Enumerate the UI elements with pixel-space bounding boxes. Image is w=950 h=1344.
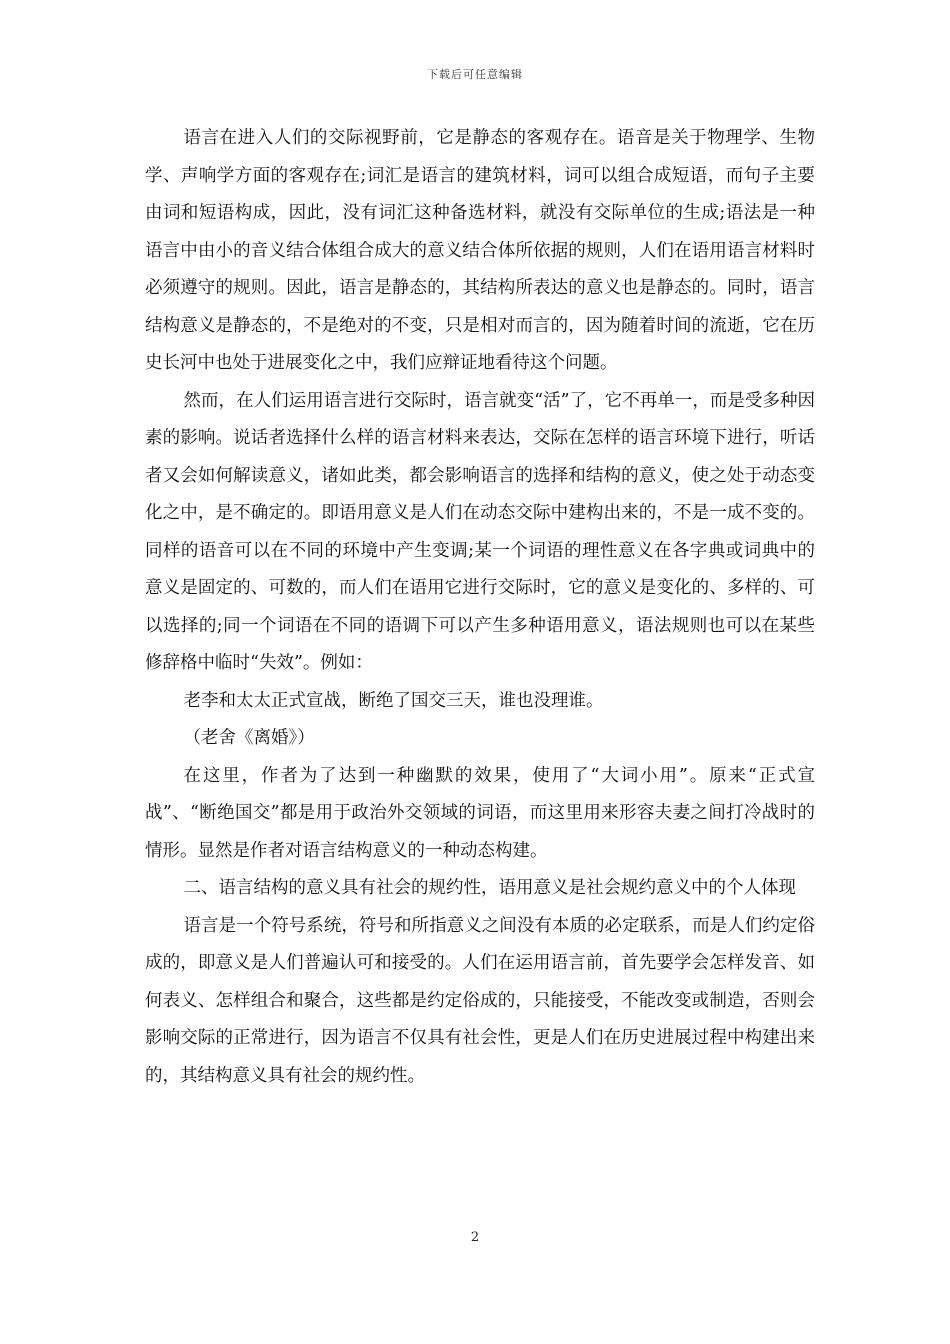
section-heading: 二、语言结构的意义具有社会的规约性，语用意义是社会规约意义中的个人体现 bbox=[183, 878, 796, 898]
paragraph-static-language: 语言在进入人们的交际视野前，它是静态的客观存在。语音是关于物理学、生物学、声响学方面的客观存在;词汇是语言的建筑材料，词可以组合成短语，而句子主要由词和短语构成，因此，没有词汇这种备选材料，就没有交际单位的生成;语法是一种语言中由小的音义结合体组合成大的意义结合体所依据的规则，人们在语用语言材料时必须遵守的规则。因此，语言是静态的，其结构所表达的意义也是静态的。同时，语言结构意义是静态的，不是绝对的不变，只是相对而言的，因为随着时间的流逝，它在历史长河中也处于进展变化之中，我们应辩证地看待这个问题。 bbox=[145, 128, 815, 373]
example-quote: 老李和太太正式宣战，断绝了国交三天，谁也没理谁。 bbox=[183, 690, 604, 711]
page-number: 2 bbox=[470, 1230, 480, 1245]
page-header: 下载后可任意编辑 bbox=[427, 68, 523, 81]
document-body bbox=[145, 120, 815, 1095]
paragraph-example-analysis: 在这里，作者为了达到一种幽默的效果，使用了“大词小用”。原来“正式宣战”、“断绝国交”都是用于政治外交领域的词语，而这里用来形容夫妻之间打冷战时的情形。显然是作者对语言结构意义的一种动态构建。 bbox=[145, 765, 815, 861]
paragraph-dynamic-language: 然而，在人们运用语言进行交际时，语言就变“活”了，它不再单一，而是受多种因素的影响。说话者选择什么样的语言材料来表达，交际在怎样的语言环境下进行，听话者又会如何解读意义，诸如此类，都会影响语言的选择和结构的意义，使之处于动态变化之中，是不确定的。即语用意义是人们在动态交际中建构出来的，不是一成不变的。同样的语音可以在不同的环境中产生变调;某一个词语的理性意义在各字典或词典中的意义是固定的、可数的，而人们在语用它进行交际时，它的意义是变化的、多样的、可以选择的;同一个词语在不同的语调下可以产生多种语用意义，语法规则也可以在某些修辞格中临时“失效”。例如： bbox=[145, 390, 815, 673]
paragraph-social-convention: 语言是一个符号系统，符号和所指意义之间没有本质的必定联系，而是人们约定俗成的，即意义是人们普遍认可和接受的。人们在运用语言前，首先要学会怎样发音、如何表义、怎样组合和聚合，这些都是约定俗成的，只能接受，不能改变或制造，否则会影响交际的正常进行，因为语言不仅具有社会性，更是人们在历史进展过程中构建出来的，其结构意义具有社会的规约性。 bbox=[145, 915, 815, 1086]
example-citation: （老舍《离婚》） bbox=[183, 728, 315, 748]
